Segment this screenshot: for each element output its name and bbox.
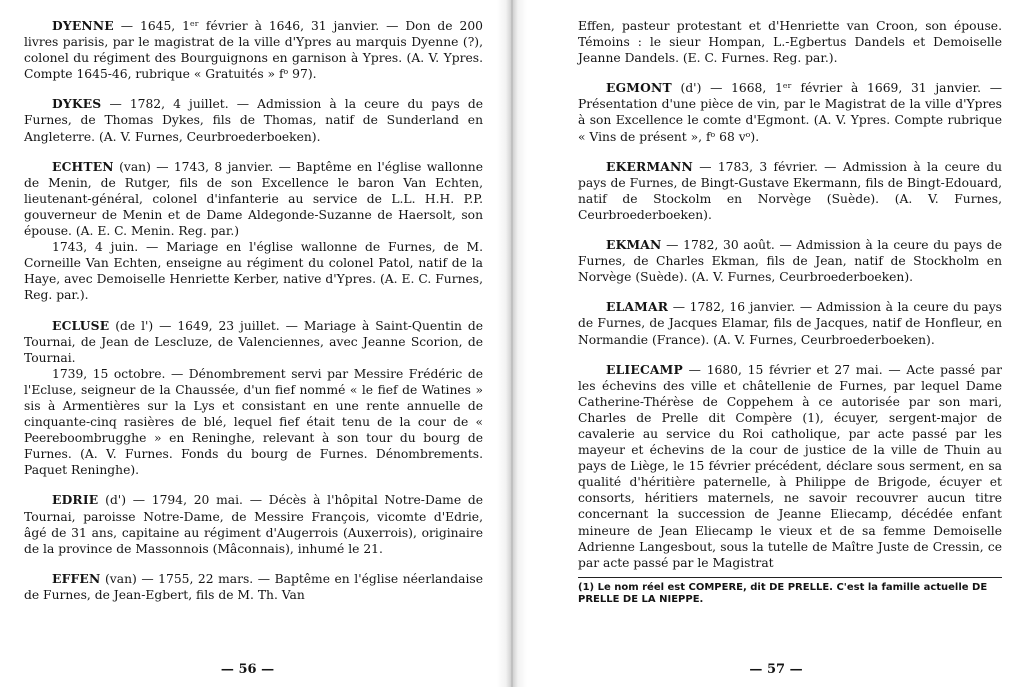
entry-egmont xyxy=(578,80,1002,144)
left-page xyxy=(0,0,495,687)
entry-text: (van) — 1755, 22 mars. — Baptême en l'église néerlandaise de Furnes, de Jean-Egbert, fils de M. Th. Van xyxy=(24,571,483,602)
entry-name: ECLUSE xyxy=(52,317,110,333)
entry-echten xyxy=(24,159,483,304)
entry-name: EGMONT xyxy=(606,80,672,96)
entry-effen xyxy=(24,571,483,603)
entry-text: — 1783, 3 février. — Admission à la ceure du pays de Furnes, de Bingt-Gustave Ekermann, fils de Bingt-Edouard, natif de Stockolm en Norvège (Suède). (A. V. Furnes, Ceurbroederboeken). xyxy=(578,159,1002,222)
entry-ekermann xyxy=(578,159,1002,223)
footnote-divider xyxy=(578,577,1002,578)
entry-name: ELIECAMP xyxy=(606,361,683,377)
entry-text: — 1782, 30 août. — Admission à la ceure du pays de Furnes, de Charles Ekman, fils de Jean, natif de Stockholm en Norvège (Suède). (A. V. Furnes, Ceurbroederboeken). xyxy=(578,238,1002,285)
entry-text: 1743, 4 juin. — Mariage en l'église wallonne de Furnes, de M. Corneille Van Echten, enseigne au régiment du colonel Patol, natif de la Haye, avec Demoiselle Henriette Kerber, native d'Ypres. (A. E. C. Furnes, Reg. par.). xyxy=(24,240,483,303)
entry-edrie xyxy=(24,492,483,556)
entry-text: — 1782, 4 juillet. — Admission à la ceure du pays de Furnes, de Thomas Dykes, fils de Thomas, natif de Sunderland en Angleterre. (A. V. Furnes, Ceurbroederboeken). xyxy=(24,97,483,144)
entry-text: — 1645, 1ᵉʳ février à 1646, 31 janvier. — Don de 200 livres parisis, par le magistrat de la ville d'Ypres au marquis Dyenne (?), colonel du régiment des Bourguignons en garnison à Ypres. (A. V. Ypres. Compte 1645-46, rubrique « Gratuités » fᵒ 97). xyxy=(24,19,483,82)
entry-dykes xyxy=(24,96,483,144)
page-number-left: — 56 — xyxy=(220,662,275,677)
entry-name: DYKES xyxy=(52,96,102,112)
entry-ecluse xyxy=(24,318,483,479)
entry-text: (d') — 1794, 20 mai. — Décès à l'hôpital Notre-Dame de Tournai, paroisse Notre-Dame, de Messire François, vicomte d'Edrie, âgé de 31 ans, capitaine au régiment d'Augerrois (Auxerrois), originaire de la province de Massonnois (Mâconnais), inhumé le 21. xyxy=(24,493,483,556)
entry-text: (d') — 1668, 1ᵉʳ février à 1669, 31 janvier. — Présentation d'une pièce de vin, par le Magistrat de la ville d'Ypres à son Excellence le comte d'Egmont. (A. V. Ypres. Compte rubrique « Vins de présent », fᵒ 68 vᵒ). xyxy=(578,81,1002,144)
entry-ekman xyxy=(578,237,1002,285)
entry-text: Effen, pasteur protestant et d'Henriette van Croon, son épouse. Témoins : le sieur Hompan, L.-Egbertus Dandels et Demoiselle Jeanne Dandels. (E. C. Furnes. Reg. par.). xyxy=(578,19,1002,66)
book-gutter xyxy=(497,0,527,687)
entry-name: ECHTEN xyxy=(52,158,114,174)
entry-dyenne xyxy=(24,18,483,82)
entry-name: EKMAN xyxy=(606,237,662,253)
entry-name: DYENNE xyxy=(52,18,114,33)
entry-text: (van) — 1743, 8 janvier. — Baptême en l'église wallonne de Menin, de Rutger, fils de son Excellence le baron Van Echten, lieutenant-général, colonel d'infanterie au service de L.L. H.H. P.P. gouverneur de Menin et de Dame Aldegonde-Suzanne de Haersolt, son épouse. (A. E. C. Menin. Reg. par.) xyxy=(24,159,483,239)
entry-elamar xyxy=(578,299,1002,347)
entry-name: ELAMAR xyxy=(606,299,669,315)
entry-name: EKERMANN xyxy=(606,158,693,174)
entry-text: — 1680, 15 février et 27 mai. — Acte passé par les échevins des ville et châtellenie de Furnes, par lequel Dame Catherine-Thérèse de Coppehem à ce autorisée par son mari, Charles de Prelle dit Compère (1), écuyer, sergent-major de cavalerie au service du Roi catholique, par acte passé par les mayeur et échevins de la cour de justice de la ville de Thuin au pays de Liège, le 15 février précédent, déclare sous serment, en sa qualité d'héritière paternelle, à Philippe de Brigode, écuyer et consorts, héritiers maternels, ne savoir recouvrer aucun titre concernant la succession de Jeanne Eliecamp, décédée enfant mineure de Jean Eliecamp le vieux et de sa femme Demoiselle Adrienne Langesbout, sous la tutelle de Maître Juste de Cressin, ce par acte passé par le Magistrat xyxy=(578,362,1002,570)
entry-name: EDRIE xyxy=(52,492,99,508)
right-page xyxy=(528,0,1024,687)
entry-eliecamp xyxy=(578,362,1002,571)
entry-text: (de l') — 1649, 23 juillet. — Mariage à Saint-Quentin de Tournai, de Jean de Lescluze, de Valenciennes, avec Jeanne Scorion, de Tournai. xyxy=(24,318,483,365)
entry-effen-continued xyxy=(578,18,1002,66)
entry-text: — 1782, 16 janvier. — Admission à la ceure du pays de Furnes, de Jacques Elamar, fils de Jacques, natif de Honfleur, en Normandie (France). (A. V. Furnes, Ceurbroederboeken). xyxy=(578,300,1002,347)
entry-name: EFFEN xyxy=(52,570,101,586)
page-number-right: — 57 — xyxy=(749,662,803,677)
entry-text: 1739, 15 octobre. — Dénombrement servi par Messire Frédéric de l'Ecluse, seigneur de la Chaussée, d'un fief nommé « le fief de Watines » sis à Armentières sur la Lys et consistant en une rente annuelle de cinquante-cinq rasières de blé, lequel fief était tenu de la cour de « Peereboombrugghe » en Reninghe, relevant à son tour du bourg de Furnes. (A. V. Furnes. Fonds du bourg de Furnes. Dénombrements. Paquet Reninghe). xyxy=(24,366,483,478)
footnote: (1) Le nom réel est COMPERE, dit DE PRELLE. C'est la famille actuelle DE PRELLE DE LA NIEPPE. xyxy=(578,581,988,605)
